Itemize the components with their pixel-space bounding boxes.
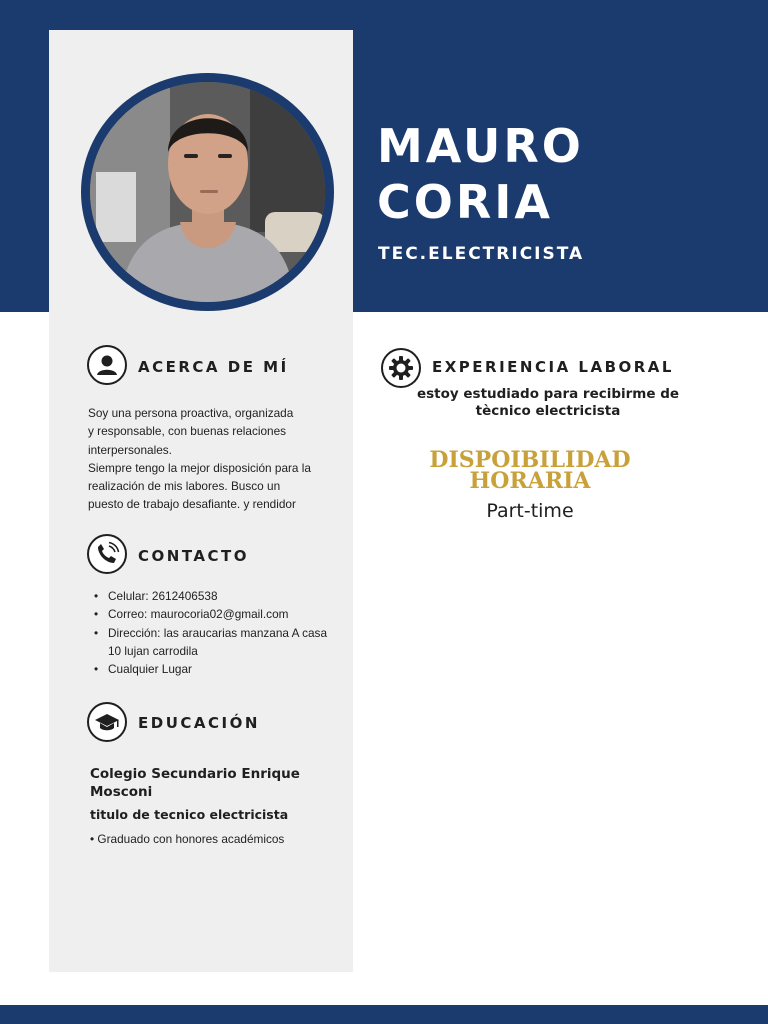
education-school: Colegio Secundario Enrique Mosconi — [90, 766, 300, 800]
user-icon — [87, 345, 127, 385]
education-title: EDUCACIÓN — [138, 714, 260, 732]
availability-title: DISPOIBILIDAD HORARIA — [429, 447, 631, 494]
experience-description: estoy estudiado para recibirme de tècnico electricista — [416, 386, 680, 419]
candidate-role: TEC.ELECTRICISTA — [378, 244, 585, 264]
about-title: ACERCA DE MÍ — [138, 358, 289, 376]
profile-photo-illustration — [90, 82, 325, 302]
contact-phone: • Celular: 2612406538 — [108, 587, 338, 605]
footer-band — [0, 1005, 768, 1024]
graduation-cap-icon — [87, 702, 127, 742]
name-last: CORIA — [377, 175, 553, 229]
name-first: MAURO — [377, 119, 584, 173]
experience-title: EXPERIENCIA LABORAL — [432, 358, 674, 376]
gear-icon — [381, 348, 421, 388]
contact-location: • Cualquier Lugar — [108, 660, 338, 678]
contact-title: CONTACTO — [138, 547, 249, 565]
contact-list — [108, 587, 338, 678]
candidate-name — [377, 118, 584, 230]
contact-address: • Dirección: las araucarias manzana A casa 10 lujan carrodila — [108, 624, 338, 661]
about-text: Soy una persona proactiva, organizada y responsable, con buenas relaciones interpersonales. Siempre tengo la mejor disposición para la realización de mis labores. Busco un puesto de trabajo desafiante. y rendidor — [88, 406, 311, 512]
education-degree: titulo de tecnico electricista — [90, 807, 289, 822]
phone-icon — [87, 534, 127, 574]
education-note: • Graduado con honores académicos — [90, 832, 285, 846]
profile-photo — [90, 82, 325, 302]
profile-photo-frame — [81, 73, 334, 311]
availability-value: Part-time — [486, 500, 574, 522]
contact-email[interactable]: • Correo: maurocoria02@gmail.com — [108, 605, 338, 623]
